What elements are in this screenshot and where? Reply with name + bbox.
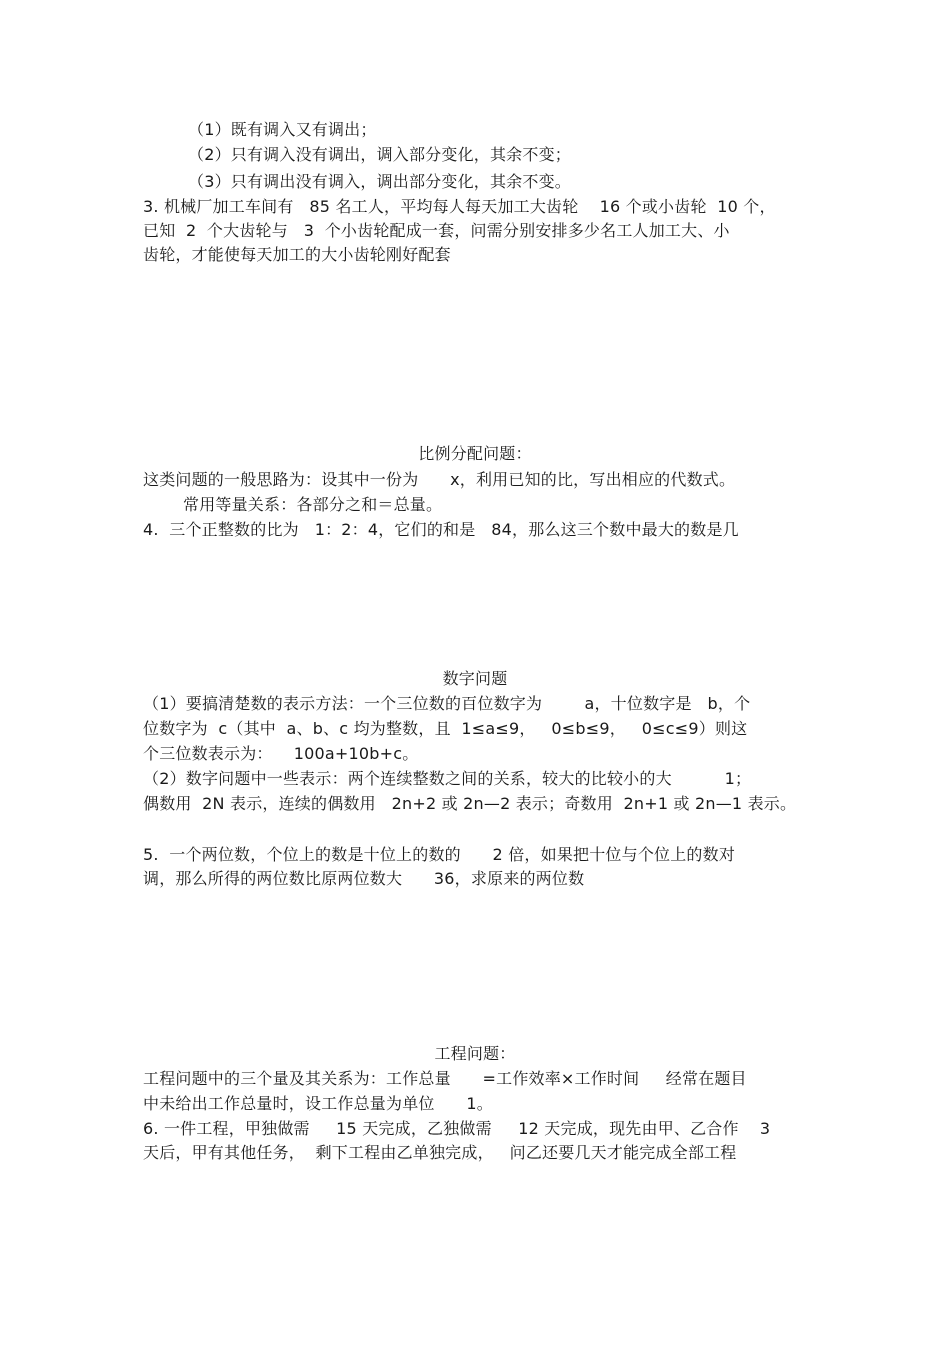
ratio-section-title: 比例分配问题： [418, 444, 532, 463]
question-4: 4. 三个正整数的比为 1：2：4，它们的和是 84，那么这三个数中最大的数是几 [143, 520, 739, 539]
digit-rule-2-line-2: 偶数用 2N 表示，连续的偶数用 2n+2 或 2n—2 表示；奇数用 2n+1 或 2n—1 表示。 [143, 794, 797, 813]
ratio-equation-text: 常用等量关系：各部分之和＝总量。 [183, 495, 443, 514]
question-6-line-2: 天后，甲有其他任务， 剩下工程由乙单独完成， 问乙还要几天才能完成全部工程 [143, 1143, 737, 1162]
digit-rule-1-line-1: （1）要搞清楚数的表示方法：一个三位数的百位数字为 a，十位数字是 b，个 [143, 694, 751, 713]
question-3-line-3: 齿轮，才能使每天加工的大小齿轮刚好配套 [143, 245, 451, 264]
adjustment-case-1: （1）既有调入又有调出； [188, 120, 377, 139]
question-5-line-1: 5. 一个两位数，个位上的数是十位上的数的 2 倍，如果把十位与个位上的数对 [143, 845, 736, 864]
ratio-approach-text: 这类问题的一般思路为：设其中一份为 x，利用已知的比，写出相应的代数式。 [143, 470, 736, 489]
digit-section-title: 数字问题 [442, 669, 508, 688]
adjustment-case-3: （3）只有调出没有调入，调出部分变化，其余不变。 [188, 172, 571, 191]
engineering-relation-line-2: 中未给出工作总量时，设工作总量为单位 1。 [143, 1094, 493, 1113]
adjustment-case-2: （2）只有调入没有调出，调入部分变化，其余不变； [188, 145, 571, 164]
engineering-relation-line-1: 工程问题中的三个量及其关系为：工作总量 =工作效率×工作时间 经常在题目 [143, 1069, 747, 1088]
digit-rule-1-line-2: 位数字为 c（其中 a、b、c 均为整数，且 1≤a≤9， 0≤b≤9， 0≤c≤9）则这 [143, 719, 748, 738]
digit-rule-1-line-3: 个三位数表示为： 100a+10b+c。 [143, 744, 419, 763]
question-5-line-2: 调，那么所得的两位数比原两位数大 36，求原来的两位数 [143, 869, 585, 888]
question-6-line-1: 6. 一件工程，甲独做需 15 天完成，乙独做需 12 天完成，现先由甲、乙合作 3 [143, 1119, 771, 1138]
question-3-line-2: 已知 2 个大齿轮与 3 个小齿轮配成一套，问需分别安排多少名工人加工大、小 [143, 221, 730, 240]
engineering-section-title: 工程问题： [434, 1044, 516, 1063]
digit-rule-2-line-1: （2）数字问题中一些表示：两个连续整数之间的关系，较大的比较小的大 1； [143, 769, 752, 788]
question-3-line-1: 3. 机械厂加工车间有 85 名工人，平均每人每天加工大齿轮 16 个或小齿轮 10 个， [143, 197, 776, 216]
